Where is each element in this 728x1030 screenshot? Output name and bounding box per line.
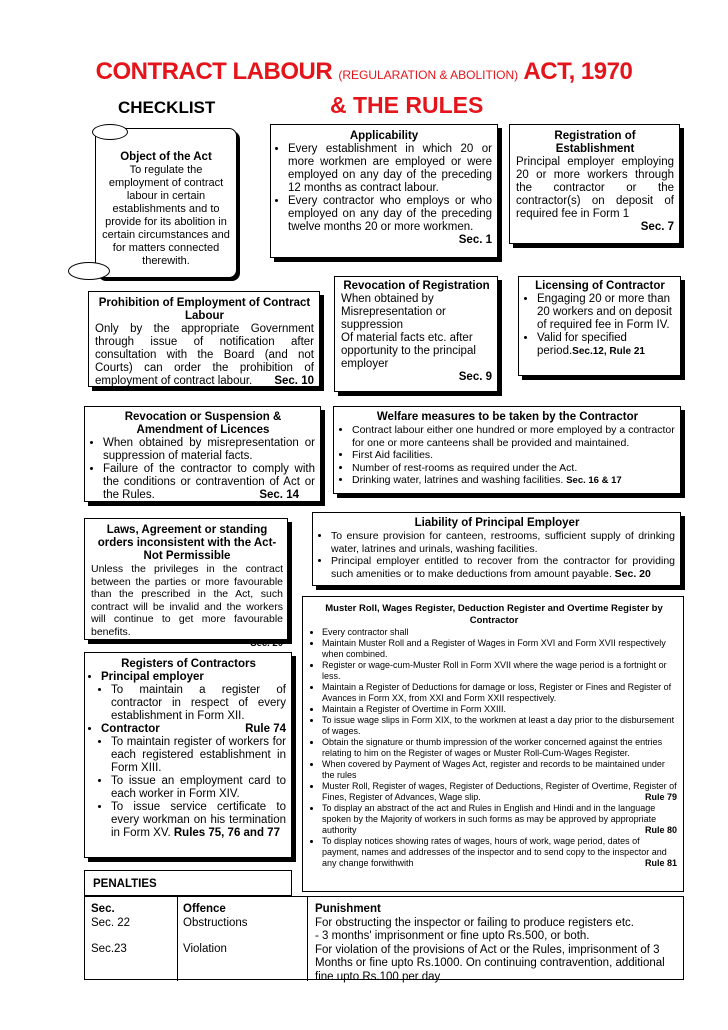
title-paren: (REGULARATION & ABOLITION) xyxy=(338,68,519,82)
penalties-heading: PENALTIES xyxy=(84,870,292,896)
muster-rule-80: Rule 80 xyxy=(644,825,677,835)
title-main: CONTRACT LABOUR xyxy=(95,58,333,85)
laws-heading: Laws, Agreement or standing orders inconsistent with the Act- Not Permissible xyxy=(97,524,277,562)
revocation-registration-box xyxy=(334,276,498,392)
penalties-row-1-sec: Sec. 22 xyxy=(91,916,130,929)
page-title xyxy=(0,58,728,86)
penalties-col-offence xyxy=(183,903,303,957)
applicability-bullet-1: • Every establishment in which 20 or more workmen are employed or were employed on any day of the preceding 12 months as contract labour. xyxy=(288,143,492,195)
muster-bullet-4: • Maintain a Register of Deductions for damage or loss, Register or Fines and Register of Avances in Form XX, from XXI and Form XXII respectively. xyxy=(322,682,677,704)
muster-bullet-1: • Every contractor shall xyxy=(322,627,677,638)
welfare-bullet-4: Drinking water, latrines and washing facilities. xyxy=(352,474,564,486)
muster-heading: Muster Roll, Wages Register, Deduction Register and Overtime Register by Contractor xyxy=(325,603,663,626)
laws-body: Unless the privileges in the contract between the parties or more favourable than the prescribed in the Act, such contract will be invalid and the workers will continue to get more favourable benefits. xyxy=(91,563,283,638)
muster-bullet-10: To display an abstract of the act and Rules in English and Hindi and in the language spoken by the Majority of workers in such forms as may be approved by appropriate authority xyxy=(322,803,657,835)
prohibition-sec: Sec. 10 xyxy=(274,375,314,387)
scroll-curl-top xyxy=(92,124,128,140)
revocation-registration-body2: Of material facts etc. after opportunity to the principal employer xyxy=(341,332,476,370)
penalties-row-2-sec: Sec.23 xyxy=(91,943,127,955)
registration-sec: Sec. 7 xyxy=(640,221,674,233)
liability-bullet-2: Principal employer entitled to recover from the contractor for providing such amenities or to make deductions from amount payable. xyxy=(331,555,675,580)
revocation-licence-heading: Revocation or Suspension & Amendment of Licences xyxy=(124,411,282,436)
revocation-registration-body1: When obtained by Misrepresentation or suppression xyxy=(341,293,446,331)
prohibition-heading: Prohibition of Employment of Contract Labour xyxy=(98,297,311,322)
title-act: ACT, 1970 xyxy=(523,58,633,85)
muster-bullet-5: • Maintain a Register of Overtime in Form XXIII. xyxy=(322,704,677,715)
penalties-table xyxy=(84,896,684,983)
muster-rule-81: Rule 81 xyxy=(644,858,677,868)
revocation-licence-bullet-2: • Failure of the contractor to comply with the conditions or contravention of Act or the Rules. xyxy=(103,463,315,502)
title-line2: & THE RULES xyxy=(330,92,484,118)
muster-bullet-8: • When covered by Payment of Wages Act, register and records to be maintained under the rules xyxy=(322,759,677,781)
revocation-registration-sec: Sec. 9 xyxy=(458,371,492,383)
registers-contractor-item-1: • To maintain register of workers for each registered establishment in Form XIII. xyxy=(111,736,286,775)
registers-box xyxy=(84,652,292,858)
licensing-box xyxy=(518,276,681,376)
registers-heading: Registers of Contractors xyxy=(121,658,256,670)
muster-box xyxy=(302,596,684,892)
penalties-col-punishment-header: Punishment xyxy=(315,903,381,915)
welfare-bullet-3: • Number of rest-rooms as required under the Act. xyxy=(352,462,675,475)
applicability-sec: Sec. 1 xyxy=(458,234,492,246)
muster-rule-79: Rule 79 xyxy=(644,792,677,802)
penalties-divider-1 xyxy=(177,897,178,981)
licensing-bullet-1: • Engaging 20 or more than 20 workers and on deposit of required fee in Form IV. xyxy=(537,293,675,332)
muster-bullet-11: To display notices showing rates of wages, hours of work, wage period, dates of payment, names and addresses of the inspector and to send copy to the inspector and any change forwithwith xyxy=(322,836,667,868)
liability-bullet-1: • To ensure provision for canteen, restrooms, sufficient supply of drinking water, latrines and urinals, washing facilities. xyxy=(331,530,675,555)
registers-contractor-item-3: To issue service certificate to every workman on his termination in Form XV. xyxy=(111,801,286,839)
penalties-row-2-offence: Violation xyxy=(183,943,227,955)
muster-bullet-6: • To issue wage slips in Form XIX, to the workmen at least a day prior to the disbursement of wages. xyxy=(322,715,677,737)
registers-rules-last: Rules 75, 76 and 77 xyxy=(173,827,280,839)
welfare-bullet-2: • First Aid facilities. xyxy=(352,449,675,462)
checklist-heading: CHECKLIST xyxy=(118,98,216,117)
liability-heading: Liability of Principal Employer xyxy=(414,517,580,529)
penalties-row-1-punishment: For obstructing the inspector or failing to produce registers etc. xyxy=(315,916,634,929)
licensing-sec: Sec.12, Rule 21 xyxy=(572,346,645,357)
laws-sec: Sec. 20 xyxy=(250,638,283,649)
muster-bullet-7: • Obtain the signature or thumb impression of the worker concerned against the entries relating to him on the Register of wages or Muster Roll-Cum-Wages Register. xyxy=(322,737,677,759)
muster-bullet-3: • Register or wage-cum-Muster Roll in Form XVII where the wage period is a fortnight or less. xyxy=(322,660,677,682)
revocation-licence-bullet-1: • When obtained by misrepresentation or suppression of material facts. xyxy=(103,437,315,463)
object-heading: Object of the Act xyxy=(120,151,212,163)
liability-sec: Sec. 20 xyxy=(614,567,651,580)
registration-body: Principal employer employing 20 or more workers through the contractor or the contractor(s) on deposit of required fee in Form 1 xyxy=(516,156,674,220)
penalties-divider-2 xyxy=(307,897,308,981)
revocation-licence-box xyxy=(84,406,321,502)
registers-contractor-label: Contractor xyxy=(101,723,160,735)
penalties-col-sec-header: Sec. xyxy=(91,903,115,915)
applicability-heading: Applicability xyxy=(349,130,419,142)
revocation-licence-sec: Sec. 14 xyxy=(259,489,299,501)
welfare-bullet-1: • Contract labour either one hundred or more employed by a contractor for one or more canteens shall be provided and maintained. xyxy=(352,424,675,449)
object-body: To regulate the employment of contract labour in certain establishments and to provide for its abolition in certain circumstances and for matters connected therewith. xyxy=(102,164,230,267)
penalties-row-1-offence: Obstructions xyxy=(183,916,248,929)
welfare-sec: Sec. 16 & 17 xyxy=(566,475,622,486)
applicability-box xyxy=(270,124,498,258)
muster-bullet-9: Muster Roll, Register of wages, Register of Deductions, Register of Overtime, Register of Fines, Register of Advances, Wage slip. xyxy=(322,781,677,802)
welfare-heading: Welfare measures to be taken by the Contractor xyxy=(376,411,639,423)
laws-box xyxy=(84,518,288,649)
muster-bullet-2: • Maintain Muster Roll and a Register of Wages in Form XVI and Form XVII respectively when combined. xyxy=(322,638,677,660)
prohibition-box xyxy=(88,291,320,387)
registers-contractor-item-2: • To issue an employment card to each worker in Form XIV. xyxy=(111,775,286,801)
penalties-row-2-punishment: For violation of the provisions of Act or the Rules, imprisonment of 3 Months or fine upto Rs.1000. On continuing contravention, additional fine upto Rs.100 per day xyxy=(315,943,665,983)
registers-pe-label: • Principal employer xyxy=(101,671,286,684)
licensing-heading: Licensing of Contractor xyxy=(535,280,665,292)
penalties-col-offence-header: Offence xyxy=(183,903,226,915)
penalties-row-1-punishment-2: - 3 months' imprisonment or fine upto Rs.500, or both. xyxy=(315,930,590,942)
penalties-col-sec xyxy=(91,903,175,957)
revocation-registration-heading: Revocation of Registration xyxy=(343,280,490,292)
registration-heading: Registration of Establishment xyxy=(554,130,636,155)
prohibition-body: Only by the appropriate Government through issue of notification after consultation with the Board (and not Courts) can order the prohibition of employment of contract labour. xyxy=(95,323,314,387)
scroll-curl-bottom xyxy=(68,262,110,280)
licensing-bullet-2: Valid for specified period. xyxy=(537,332,627,357)
penalties-col-punishment xyxy=(315,903,677,984)
welfare-box xyxy=(333,406,681,494)
registration-box xyxy=(509,124,680,244)
liability-box xyxy=(312,512,681,586)
registers-rule-74: Rule 74 xyxy=(245,723,286,735)
applicability-bullet-2: • Every contractor who employs or who employed on any day of the preceding twelve months 20 or more workmen. xyxy=(288,195,492,234)
registers-pe-item: • To maintain a register of contractor in respect of every establishment in Form XII. xyxy=(111,684,286,723)
object-box xyxy=(95,128,237,278)
